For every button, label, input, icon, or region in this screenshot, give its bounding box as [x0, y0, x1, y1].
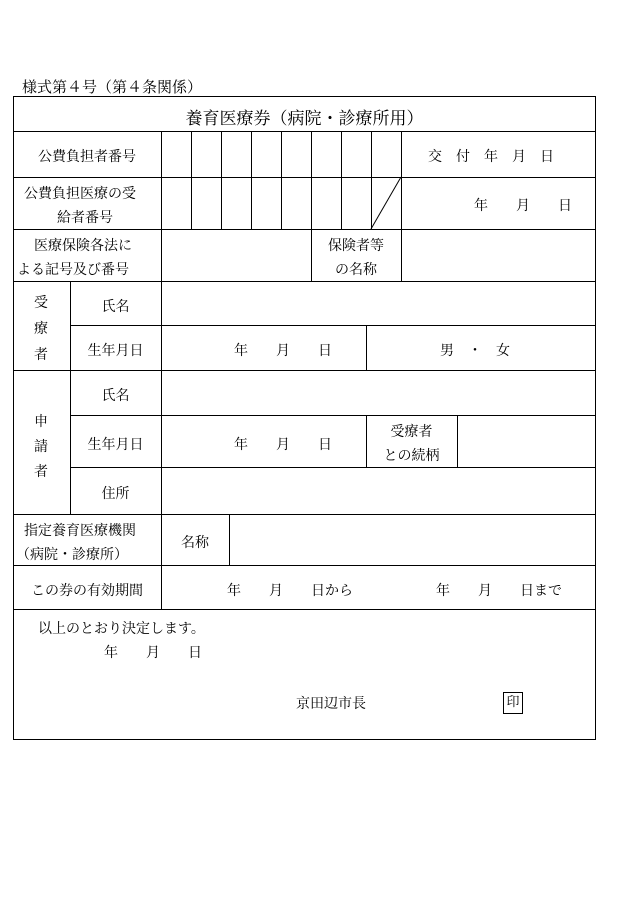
institution-label-line2: （病院・診療所） — [16, 547, 128, 563]
validity-from: 年 月 日から — [227, 583, 353, 599]
insurer-label-line2: の名称 — [335, 262, 377, 278]
issue-date-label: 交 付 年 月 日 — [428, 149, 554, 165]
patient-name-label: 氏名 — [101, 299, 130, 315]
form-title: 養育医療券（病院・診療所用） — [185, 109, 424, 129]
insurance-label-line2: よる記号及び番号 — [17, 262, 129, 278]
validity-label: この券の有効期間 — [31, 583, 143, 599]
patient-group-char-3: 者 — [34, 347, 48, 363]
patient-dob-label: 生年月日 — [87, 343, 144, 359]
applicant-group-char-2: 請 — [34, 439, 48, 455]
relation-label-line1: 受療者 — [390, 424, 433, 440]
validity-to: 年 月 日まで — [436, 583, 562, 599]
institution-name-label: 名称 — [181, 535, 209, 551]
patient-group-char-1: 受 — [34, 295, 48, 311]
insurer-label-line1: 保険者等 — [328, 238, 384, 254]
seal-mark: 印 — [503, 692, 523, 714]
form-number: 様式第４号（第４条関係） — [22, 78, 203, 96]
applicant-group-char-3: 者 — [34, 464, 48, 480]
mayor-title: 京田辺市長 — [296, 696, 366, 712]
sex-options: 男 ・ 女 — [440, 343, 510, 359]
decision-text: 以上のとおり決定します。 — [38, 621, 205, 637]
relation-label-line2: との続柄 — [383, 448, 440, 464]
institution-label-line1: 指定養育医療機関 — [24, 523, 136, 539]
recipient-date: 年 月 日 — [474, 198, 572, 214]
patient-dob-value: 年 月 日 — [234, 343, 332, 359]
recipient-no-label-line1: 公費負担医療の受 — [24, 186, 136, 202]
recipient-no-label-line2: 給者番号 — [57, 210, 113, 226]
applicant-name-label: 氏名 — [101, 388, 130, 404]
public-burden-no-label: 公費負担者番号 — [38, 149, 136, 165]
patient-group-char-2: 療 — [34, 321, 48, 337]
decision-date: 年 月 日 — [104, 645, 202, 661]
applicant-address-label: 住所 — [101, 486, 130, 502]
applicant-dob-value: 年 月 日 — [234, 437, 332, 453]
insurance-label-line1: 医療保険各法に — [34, 238, 132, 254]
applicant-dob-label: 生年月日 — [87, 437, 144, 453]
applicant-group-char-1: 申 — [34, 414, 48, 430]
